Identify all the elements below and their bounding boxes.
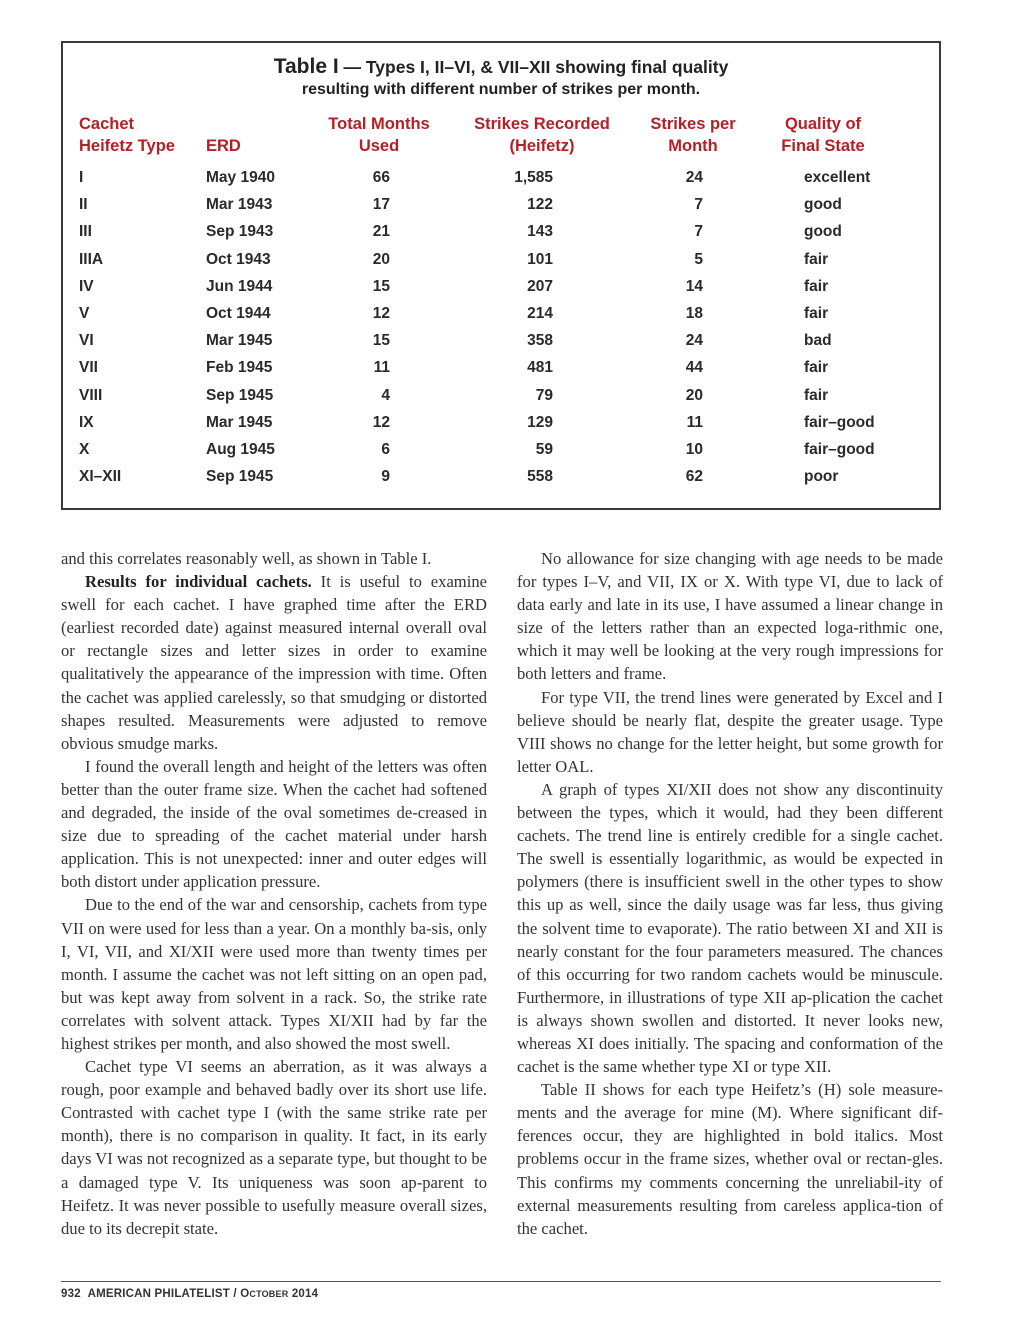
table-cell: 481	[527, 359, 553, 377]
table-cell: fair–good	[804, 413, 875, 431]
publication-name: AMERICAN PHILATELIST /	[87, 1288, 237, 1300]
text-column-left	[61, 547, 487, 1240]
table-cell: 207	[527, 277, 553, 295]
table-cell: fair	[804, 386, 829, 404]
table-cell: 5	[694, 250, 703, 268]
table-cell: 15	[372, 332, 390, 350]
table-cell: V	[79, 305, 90, 322]
table-cell: VI	[79, 332, 94, 350]
page-number: 932	[61, 1288, 81, 1300]
table-cell: 20	[685, 386, 703, 404]
table-cell: 143	[527, 223, 553, 241]
text-column-right	[517, 547, 943, 1240]
paragraph: Due to the end of the war and censorship, cachets from type VII on were used for less than a year. On a monthly ba-sis, only I, VI, VII, and XI/XII were used more than twenty times per month. I assume the cachet was not left sitting on an open pad, but was kept away from solvent in a rack. So, the strike rate correlates with solvent attack. Types XI/XII had by far the highest strikes per month, and also showed the most swell.	[61, 895, 487, 1053]
column-header: Final State	[781, 137, 865, 155]
table-cell: 129	[527, 413, 553, 431]
table-cell: fair–good	[804, 441, 875, 458]
paragraph: and this correlates reasonably well, as shown in Table I.	[61, 549, 432, 568]
table-cell: 17	[372, 196, 390, 214]
table-cell: X	[79, 441, 90, 458]
column-header: Strikes Recorded	[474, 115, 610, 133]
table-cell: Mar 1943	[206, 196, 273, 214]
paragraph: No allowance for size changing with age needs to be made for types I–V, and VII, IX or X. With type VI, due to lack of data early and late in its use, I have assumed a linear change in size of the letters rather than an expected loga-rithmic one, which it may well be looking at the very rough impressions for both letters and frame.	[517, 549, 943, 684]
table-cell: Sep 1943	[206, 223, 274, 241]
table-cell: 358	[527, 332, 553, 350]
table-cell: fair	[804, 305, 829, 322]
table-cell: 101	[527, 250, 553, 268]
table-cell: 24	[685, 169, 703, 186]
table-cell: 66	[372, 169, 390, 186]
table-cell: fair	[804, 277, 829, 295]
column-header: ERD	[206, 137, 241, 155]
table-cell: 62	[685, 468, 703, 486]
table-cell: 214	[527, 305, 553, 322]
paragraph: I found the overall length and height of the letters was often better than the outer frame size. When the cachet had softened and degraded, the inside of the oval sometimes de-creased in size due to spreading of the cachet material under harsh application. This is not unexpected: inner and outer edges will both distort under application pressure.	[61, 756, 487, 892]
paragraph: A graph of types XI/XII does not show any discontinuity between the types, which it would, had they been different cachets. The trend line is entirely credible for a single cachet. The swell is essentially logarithmic, as would be expected in polymers (there is insufficient swell in the other types to show this up as well, since the daily usage was far less, thus giving the solvent time to evaporate). The ratio between XI and XII is nearly constant for the four parameters measured. The chances of this occurring for two random cachets would be minuscule. Furthermore, in illustrations of type XII ap-plication the cachet is always shown swollen and distorted. It never looks new, whereas XI does initially. The spacing and conformation of the cachet is the same whether type XI or type XII.	[517, 779, 943, 1077]
table-cell: 6	[381, 441, 390, 458]
table-cell: poor	[804, 468, 839, 486]
table-cell: 14	[685, 277, 703, 295]
table-cell: 44	[685, 359, 703, 377]
table-cell: 21	[372, 223, 390, 241]
table-cell: good	[804, 196, 842, 214]
table-cell: Feb 1945	[206, 359, 273, 377]
table-cell: IX	[79, 413, 94, 431]
table-cell: excellent	[804, 169, 871, 186]
table-cell: VII	[79, 359, 98, 377]
table-cell: fair	[804, 250, 829, 268]
column-header: Heifetz Type	[79, 137, 175, 155]
table-cell: Oct 1944	[206, 305, 271, 322]
table-cell: 7	[694, 223, 703, 241]
run-in-heading: Results for individual cachets.	[85, 572, 312, 592]
page-footer: 932 AMERICAN PHILATELIST / OCTOBER 2014	[61, 1288, 319, 1300]
paragraph: Table II shows for each type Heifetz’s (H) sole measure-ments and the average for mine (M). Where significant dif-ferences occur, they are highlighted in bold italics. Most problems occur in the frame sizes, whether oval or rectan-gles. This confirms my comments concerning the unreliabil-ity of external measurements resulting from careless applica-tion of the cachet.	[517, 1080, 943, 1238]
table-cell: 1,585	[514, 169, 553, 186]
table-cell: 12	[372, 305, 390, 322]
table-i	[61, 41, 941, 510]
table-title-text: Types I, II–VI, & VII–XII showing final quality	[365, 57, 729, 77]
column-header: Strikes per	[650, 115, 736, 133]
table-cell: good	[804, 223, 842, 241]
table-cell: I	[79, 169, 84, 186]
table-cell: IIIA	[79, 250, 104, 268]
table-cell: Jun 1944	[206, 277, 273, 295]
column-header: (Heifetz)	[509, 137, 575, 155]
table-cell: May 1940	[206, 169, 275, 186]
table-cell: Sep 1945	[206, 468, 274, 486]
table-title-label: Table I	[273, 55, 339, 78]
table-cell: bad	[804, 332, 832, 350]
table-cell: 10	[685, 441, 703, 458]
table-cell: VIII	[79, 386, 103, 404]
table-cell: Mar 1945	[206, 413, 273, 431]
footer-rule	[61, 1281, 941, 1282]
table-title: Table I — Types I, II–VI, & VII–XII showing final quality	[273, 55, 729, 78]
column-header: Month	[668, 137, 718, 155]
table-cell: 18	[685, 305, 703, 322]
paragraph: Cachet type VI seems an aberration, as it was always a rough, poor example and behaved badly over its short use life. Contrasted with cachet type I (with the same strike rate per month), there is no comparison in quality. It fact, in its early days VI was not recognized as a separate type, but thought to be a damaged type V. Its uniqueness was soon ap-parent to Heifetz. It was never possible to usefully measure overall sizes, due to its decrepit state.	[61, 1057, 487, 1238]
table-cell: fair	[804, 359, 829, 377]
column-header: Total Months	[328, 115, 430, 133]
table-cell: Aug 1945	[206, 441, 275, 458]
table-cell: 122	[527, 196, 553, 214]
table-cell: 558	[527, 468, 553, 486]
table-cell: 4	[381, 386, 390, 404]
column-header: Used	[358, 137, 400, 155]
table-title-line2: resulting with different number of strikes per month.	[301, 81, 701, 98]
table-cell: 59	[535, 441, 553, 458]
table-cell: Oct 1943	[206, 250, 271, 268]
column-header: Quality of	[784, 115, 862, 133]
table-cell: 15	[372, 277, 390, 295]
table-cell: IV	[79, 277, 94, 295]
table-cell: 11	[373, 359, 390, 377]
table-cell: 12	[372, 413, 390, 431]
table-cell: III	[79, 223, 92, 241]
table-cell: 24	[685, 332, 703, 350]
table-cell: Sep 1945	[206, 386, 274, 404]
table-cell: Mar 1945	[206, 332, 273, 350]
table-cell: 7	[694, 196, 703, 214]
issue-year: 2014	[291, 1288, 319, 1300]
table-cell: 11	[686, 413, 703, 431]
table-cell: II	[79, 196, 88, 214]
table-cell: 9	[381, 468, 390, 486]
paragraph: Results for individual cachets. It is useful to examine swell for each cachet. I have graphed time after the ERD (earliest recorded date) against measured internal overall oval or rectangle sizes and letter sizes in order to examine qualitatively the appearance of the impression with time. Often the cachet was applied carelessly, so that smudging or distorted shapes resulted. Measurements were adjusted to remove obvious smudge marks.	[61, 572, 487, 753]
table-cell: 20	[372, 250, 390, 268]
table-cell: XI–XII	[79, 468, 122, 486]
paragraph: For type VII, the trend lines were generated by Excel and I believe should be nearly flat, despite the greater usage. Type VIII shows no change for the letter height, but some growth for letter OAL.	[517, 687, 943, 776]
table-cell: 79	[535, 386, 553, 404]
column-header: Cachet	[79, 115, 135, 133]
